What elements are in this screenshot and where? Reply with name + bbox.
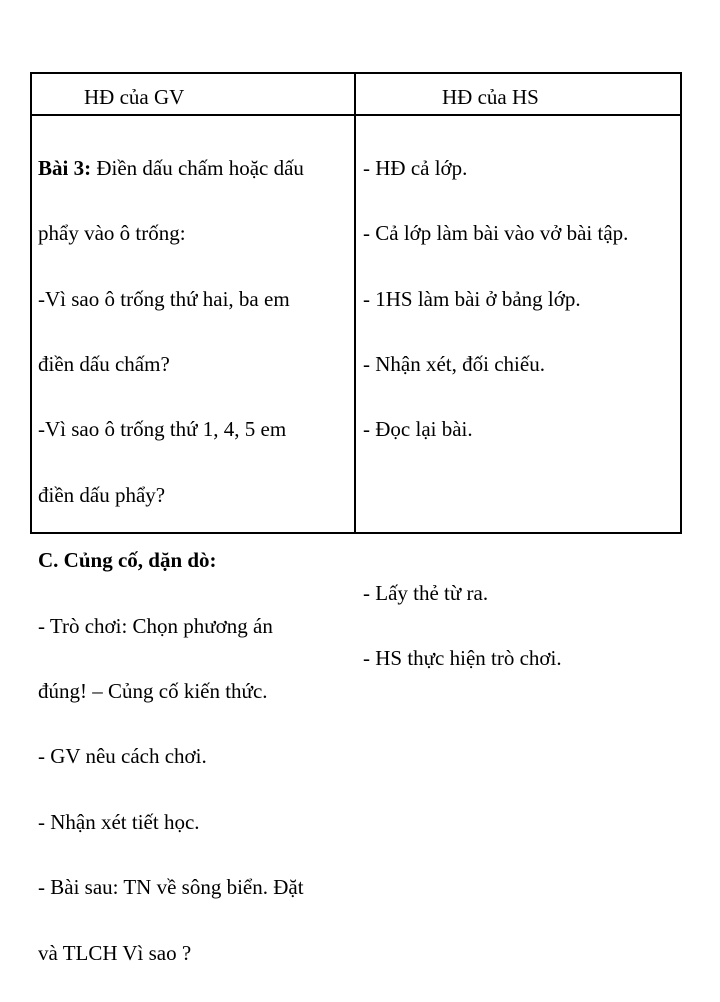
teacher-line [38,610,352,643]
teacher-line-text: - Nhận xét tiết học. [38,809,200,834]
teacher-line-text: - GV nêu cách chơi. [38,744,207,769]
student-activity-column [363,119,681,708]
teacher-line-text: điền dấu chấm? [38,351,170,376]
student-line: - HS thực hiện trò chơi. [363,646,562,671]
teacher-line-text: -Vì sao ô trống thứ hai, ba em [38,286,290,311]
teacher-line [38,806,352,839]
teacher-activity-header: HĐ của GV [84,85,185,109]
teacher-line [38,413,352,446]
teacher-activity-column [38,119,352,1002]
student-line: - HĐ cả lớp. [363,155,468,180]
student-line: - Cả lớp làm bài vào vở bài tập. [363,221,629,246]
teacher-line [38,871,352,904]
column-divider [354,74,356,532]
teacher-line [38,937,352,970]
teacher-line-text: Điền dấu chấm hoặc dấu [91,155,304,180]
section-heading-text: C. Củng cố, dặn dò: [38,548,217,573]
student-line: - Nhận xét, đối chiếu. [363,351,545,376]
teacher-line-text: - Bài sau: TN về sông biển. Đặt [38,875,304,900]
teacher-line [38,217,352,250]
teacher-line-text: - Trò chơi: Chọn phương án [38,613,273,638]
teacher-line [38,348,352,381]
teacher-line [38,675,352,708]
teacher-line-text: điền dấu phẩy? [38,482,166,507]
teacher-line [38,283,352,316]
header-row-divider [32,114,680,116]
student-line: - Đọc lại bài. [363,417,473,442]
teacher-line [38,152,352,185]
teacher-line-text: đúng! – Củng cố kiến thức. [38,678,268,703]
teacher-line-bold: Bài 3: [38,155,92,180]
section-heading [38,544,352,577]
teacher-line [38,479,352,512]
student-gap [363,479,681,544]
teacher-line-text: và TLCH Vì sao ? [38,940,192,965]
student-line: - 1HS làm bài ở bảng lớp. [363,286,581,311]
teacher-line-text: -Vì sao ô trống thứ 1, 4, 5 em [38,417,287,442]
student-line: - Lấy thẻ từ ra. [363,580,489,605]
lesson-activity-table [30,72,682,965]
student-activity-header: HĐ của HS [442,85,539,109]
teacher-line [38,740,352,773]
teacher-line-text: phẩy vào ô trống: [38,221,186,246]
